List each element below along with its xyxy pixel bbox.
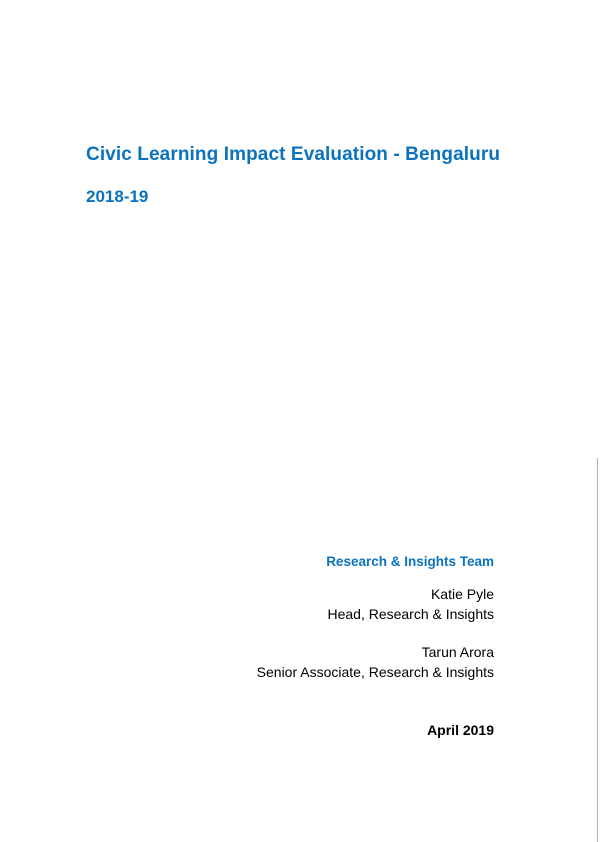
document-date: April 2019 <box>427 722 494 738</box>
document-subtitle: 2018-19 <box>86 187 149 206</box>
author-role: Head, Research & Insights <box>327 606 494 622</box>
author-role: Senior Associate, Research & Insights <box>256 664 494 680</box>
team-heading: Research & Insights Team <box>326 554 494 569</box>
author-block-2 <box>257 642 494 682</box>
author-name: Tarun Arora <box>421 644 494 660</box>
author-block-1 <box>327 584 494 624</box>
document-title: Civic Learning Impact Evaluation - Bengaluru <box>86 144 501 165</box>
page-edge-line <box>597 458 598 842</box>
author-name: Katie Pyle <box>430 586 494 602</box>
